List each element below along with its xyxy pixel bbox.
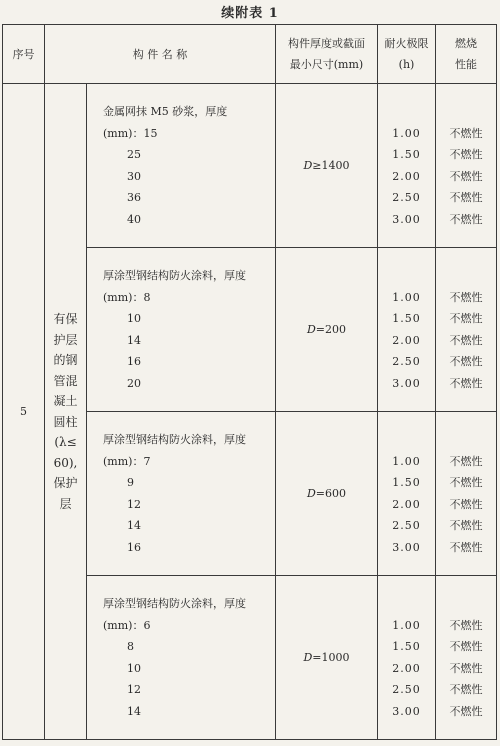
thickness-value: 40 [127, 212, 141, 226]
description-line: 厚涂型钢结构防火涂料，厚度 [103, 433, 246, 446]
description-first-thickness: (mm)：6 [103, 618, 151, 632]
combustion-value: 不燃性 [449, 640, 483, 653]
combustion-value: 不燃性 [449, 333, 483, 347]
thickness-value: 12 [127, 683, 141, 696]
header-name: 构 件 名 称 [45, 25, 276, 84]
combustion-performance [436, 576, 497, 740]
table-row [3, 84, 497, 248]
combustion-value: 不燃性 [449, 661, 483, 675]
thickness-value: 16 [127, 355, 141, 368]
combustion-value: 不燃性 [449, 454, 483, 468]
description-first-thickness: (mm)：7 [103, 454, 151, 468]
limit-value: 2.00 [392, 333, 421, 347]
dimension-variable: D [303, 159, 313, 172]
limit-value: 1.00 [392, 126, 421, 140]
header-dimension [276, 25, 378, 84]
row-number: 5 [3, 84, 45, 740]
limit-value: 1.00 [392, 454, 421, 468]
combustion-value: 不燃性 [449, 497, 483, 511]
description-line: 金属网抹 M5 砂浆，厚度 [103, 105, 228, 118]
limit-value: 2.00 [392, 497, 421, 511]
thickness-value: 14 [127, 704, 141, 718]
header-no: 序号 [3, 25, 45, 84]
combustion-value: 不燃性 [449, 476, 483, 489]
fire-resistance-table [2, 24, 497, 740]
thickness-value: 9 [127, 476, 134, 489]
description-line: 厚涂型钢结构防火涂料，厚度 [103, 597, 246, 610]
combustion-performance [436, 248, 497, 412]
limit-value: 3.00 [392, 540, 421, 554]
component-type [45, 84, 87, 740]
description-line: 厚涂型钢结构防火涂料，厚度 [103, 269, 246, 282]
limit-value: 1.50 [392, 148, 421, 161]
combustion-value: 不燃性 [449, 148, 483, 161]
header-limit-line2: (h) [398, 58, 415, 71]
component-type-line: (λ≤ [54, 435, 77, 449]
combustion-value: 不燃性 [449, 355, 483, 368]
combustion-value: 不燃性 [449, 169, 483, 183]
limit-value: 1.50 [392, 476, 421, 489]
combustion-value: 不燃性 [449, 683, 483, 696]
header-limit-line1: 耐火极限 [384, 37, 429, 50]
thickness-value: 25 [127, 148, 141, 161]
protection-description [87, 412, 276, 576]
dimension-value: ≥1400 [312, 159, 350, 172]
thickness-value: 10 [127, 312, 141, 325]
component-type-line: 有保 [53, 312, 78, 326]
combustion-value: 不燃性 [449, 312, 483, 325]
section-dimension [276, 412, 378, 576]
protection-description [87, 248, 276, 412]
header-combustion-line1: 燃烧 [455, 37, 477, 50]
combustion-value: 不燃性 [449, 290, 483, 304]
section-dimension [276, 576, 378, 740]
combustion-value: 不燃性 [449, 191, 483, 204]
combustion-value: 不燃性 [449, 376, 483, 390]
header-combustion-line2: 性能 [455, 58, 477, 71]
thickness-value: 36 [127, 191, 141, 204]
limit-value: 1.50 [392, 312, 421, 325]
combustion-performance [436, 412, 497, 576]
combustion-value: 不燃性 [449, 540, 483, 554]
component-type-line: 管混 [53, 373, 78, 388]
combustion-value: 不燃性 [449, 519, 483, 532]
limit-value: 1.50 [392, 640, 421, 653]
dimension-value: =200 [315, 323, 347, 336]
limit-value: 2.00 [392, 661, 421, 675]
component-type-line: 的钢 [53, 353, 78, 367]
component-type-line: 护层 [53, 332, 78, 347]
section-dimension [276, 248, 378, 412]
protection-description [87, 576, 276, 740]
component-type-line: 层 [59, 496, 72, 511]
description-first-thickness: (mm)：8 [103, 290, 151, 304]
table-title: 续附表 1 [221, 6, 279, 21]
combustion-value: 不燃性 [449, 704, 483, 718]
limit-value: 1.00 [392, 618, 421, 632]
dimension-value: =1000 [312, 651, 350, 664]
limit-value: 2.00 [392, 169, 421, 183]
header-combustion [436, 25, 497, 84]
limit-value: 3.00 [392, 212, 421, 226]
dimension-variable: D [303, 651, 313, 664]
header-dimension-line1: 构件厚度或截面 [288, 37, 365, 50]
protection-description [87, 84, 276, 248]
component-type-line: 60), [53, 455, 78, 470]
header-row [3, 25, 497, 84]
header-dimension-line2: 最小尺寸(mm) [289, 58, 364, 71]
description-first-thickness: (mm)：15 [103, 126, 158, 140]
component-type-line: 凝土 [53, 394, 78, 408]
fire-resistance-limits [378, 248, 436, 412]
limit-value: 2.50 [392, 191, 421, 204]
thickness-value: 16 [127, 540, 141, 554]
thickness-value: 20 [127, 376, 141, 390]
thickness-value: 14 [127, 333, 141, 347]
limit-value: 3.00 [392, 376, 421, 390]
thickness-value: 30 [127, 169, 141, 183]
component-type-line: 圆柱 [53, 414, 78, 429]
combustion-value: 不燃性 [449, 618, 483, 632]
combustion-value: 不燃性 [449, 212, 483, 226]
fire-resistance-limits [378, 412, 436, 576]
header-limit [378, 25, 436, 84]
dimension-variable: D [306, 487, 316, 500]
section-dimension [276, 84, 378, 248]
dimension-value: =600 [315, 487, 347, 500]
combustion-performance [436, 84, 497, 248]
limit-value: 1.00 [392, 290, 421, 304]
fire-resistance-limits [378, 84, 436, 248]
thickness-value: 12 [127, 497, 141, 511]
thickness-value: 8 [127, 640, 134, 653]
limit-value: 2.50 [392, 683, 421, 696]
thickness-value: 14 [127, 519, 141, 532]
combustion-value: 不燃性 [449, 126, 483, 140]
limit-value: 2.50 [392, 355, 421, 368]
component-type-line: 保护 [53, 476, 78, 490]
thickness-value: 10 [127, 661, 141, 675]
fire-resistance-limits [378, 576, 436, 740]
limit-value: 3.00 [392, 704, 421, 718]
limit-value: 2.50 [392, 519, 421, 532]
dimension-variable: D [306, 323, 316, 336]
